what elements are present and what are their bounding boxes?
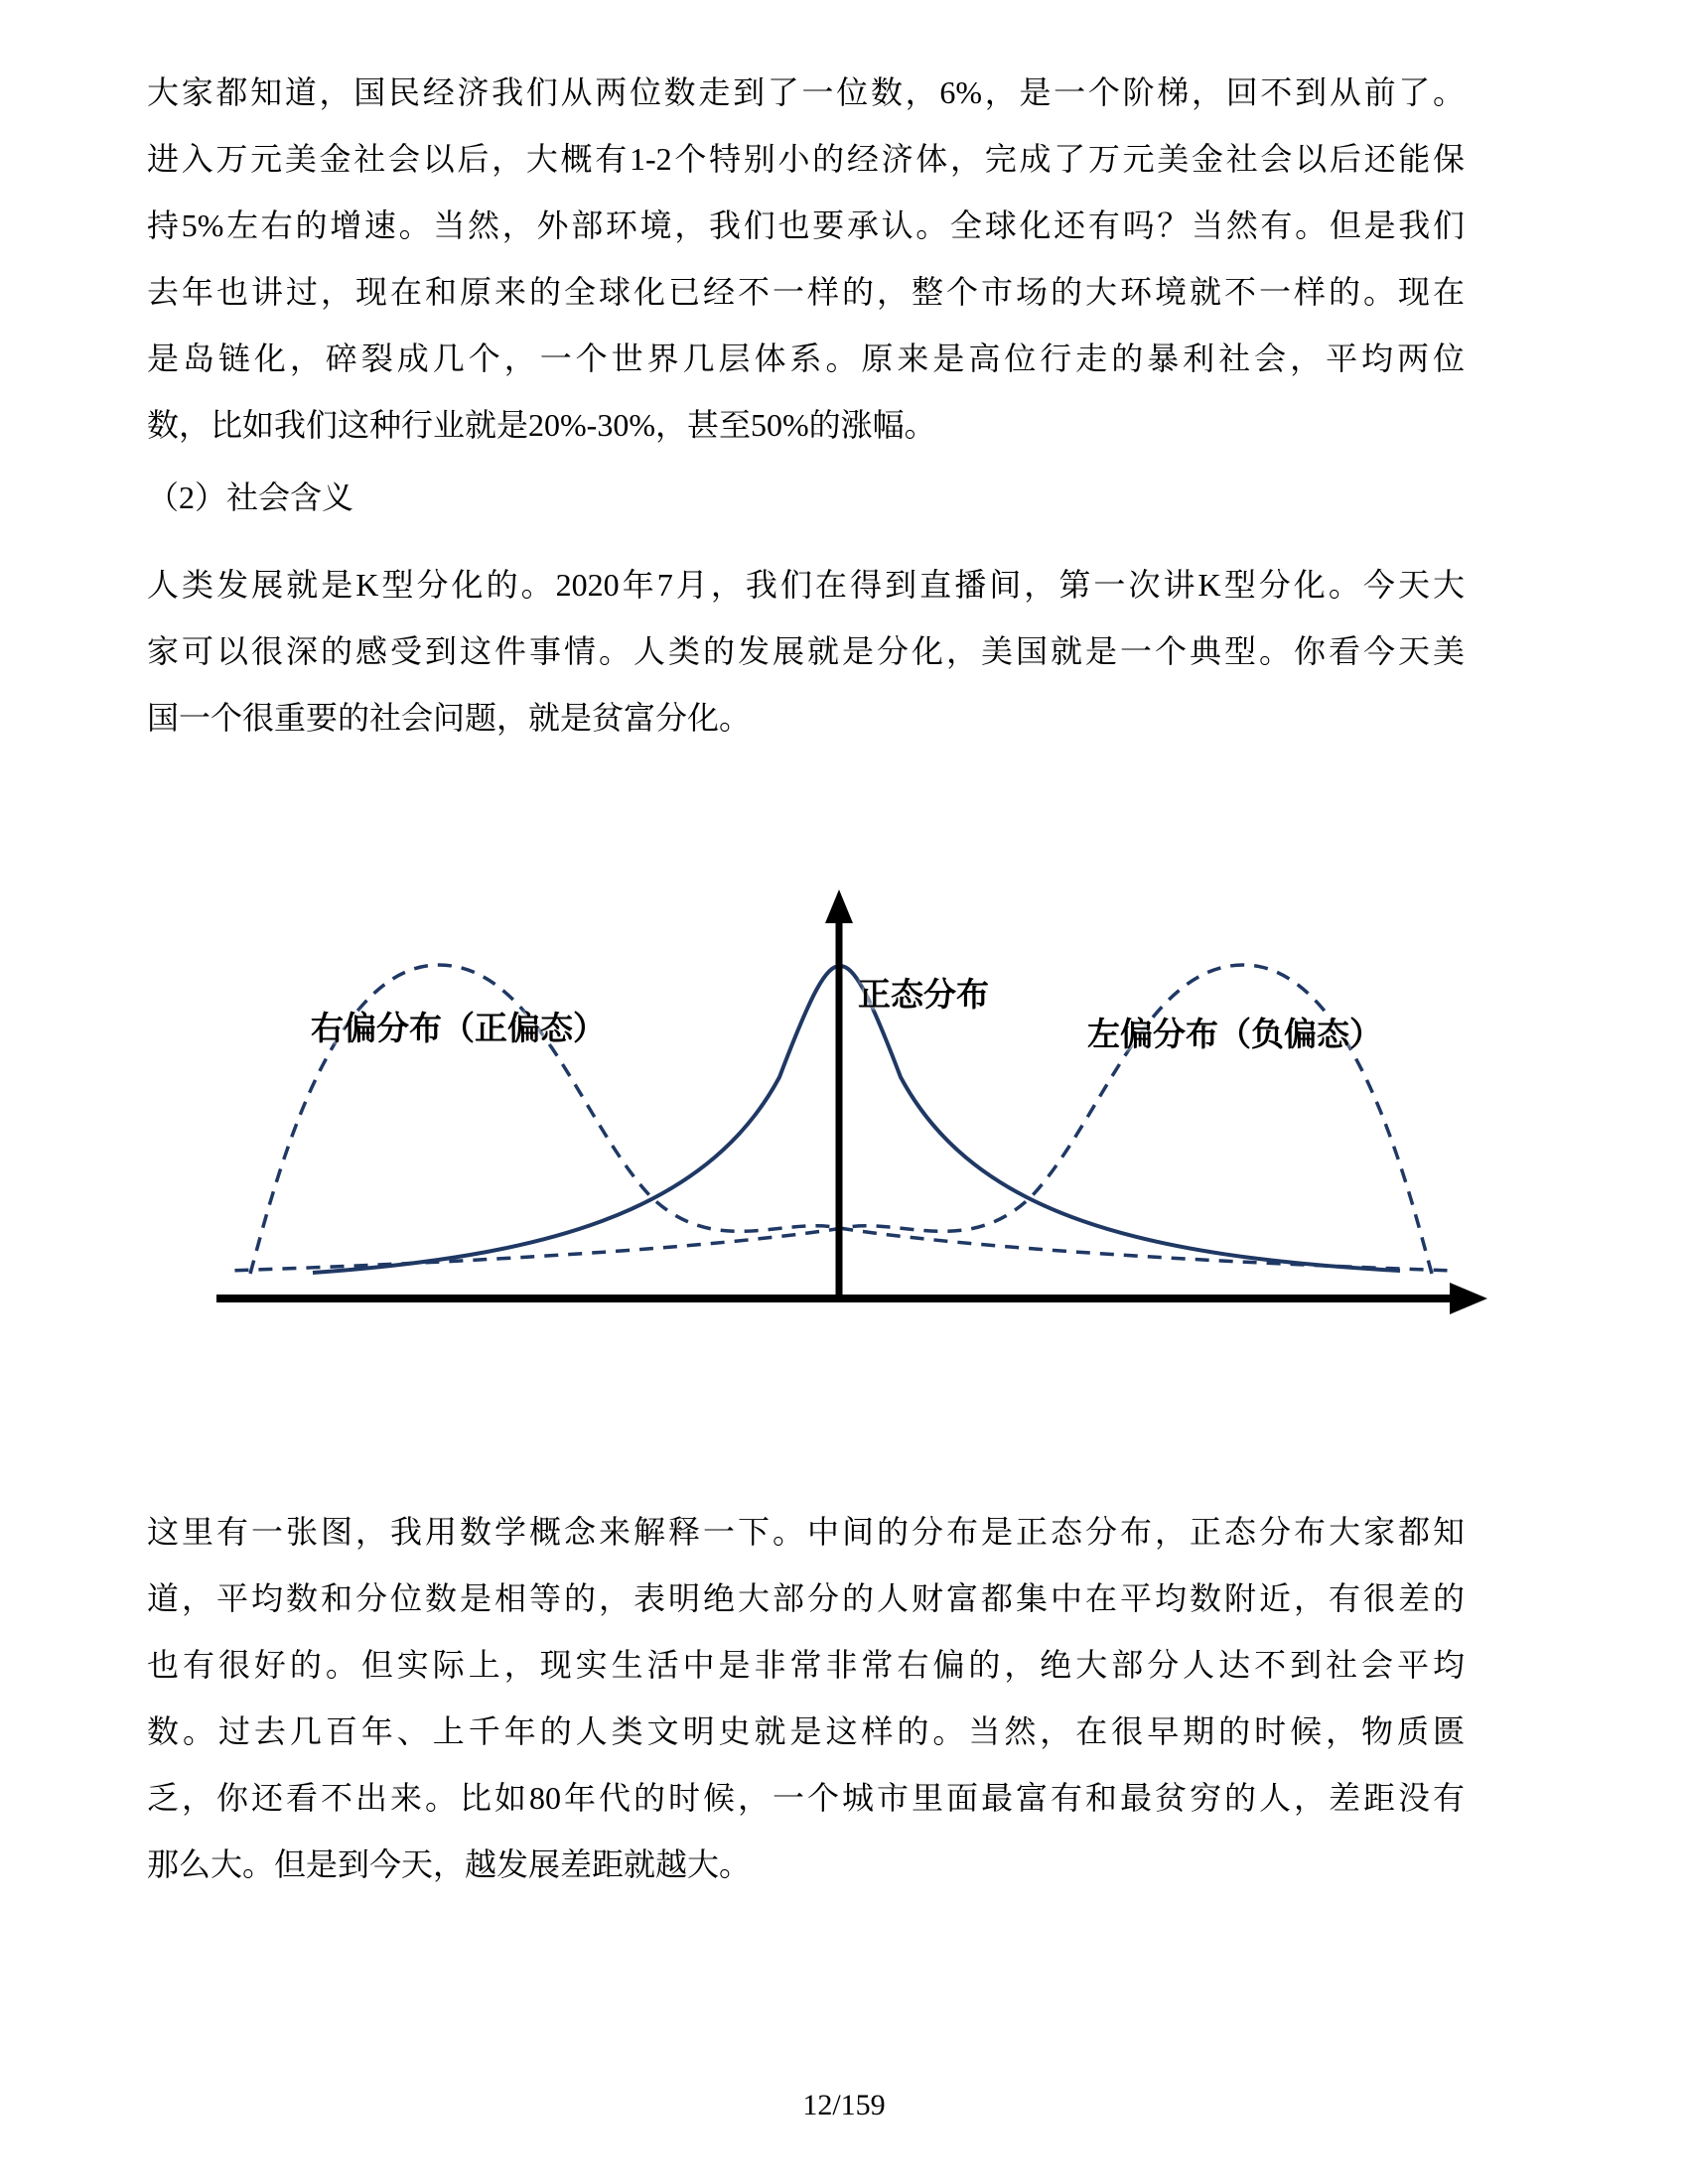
text-line: 那么大。但是到今天，越发展差距就越大。 <box>147 1846 752 1882</box>
normal-distribution-label: 正态分布 <box>858 976 989 1013</box>
right-skewed-label: 右偏分布（正偏态） <box>311 1010 606 1046</box>
text-line: 大家都知道，国民经济我们从两位数走到了一位数，6%，是一个阶梯，回不到从前了。 <box>147 74 1465 110</box>
paragraph-economy <box>147 60 1465 459</box>
text-line: 数。过去几百年、上千年的人类文明史就是这样的。当然，在很早期的时候，物质匮 <box>147 1713 1465 1749</box>
text-line: 国一个很重要的社会问题，就是贫富分化。 <box>147 700 752 736</box>
text-line: 去年也讲过，现在和原来的全球化已经不一样的，整个市场的大环境就不一样的。现在 <box>147 274 1465 310</box>
paragraph-figure-explanation <box>147 1499 1465 1898</box>
distribution-chart <box>179 874 1509 1350</box>
left-skewed-label: 左偏分布（负偏态） <box>1087 1016 1382 1052</box>
x-axis-arrow-icon <box>1450 1283 1487 1314</box>
text-line: 数，比如我们这种行业就是20%-30%，甚至50%的涨幅。 <box>147 407 936 443</box>
page-number: 12/159 <box>802 2089 886 2121</box>
text-line: 也有很好的。但实际上，现实生活中是非常非常右偏的，绝大部分人达不到社会平均 <box>147 1647 1465 1683</box>
text-line: 进入万元美金社会以后，大概有1-2个特别小的经济体，完成了万元美金社会以后还能保 <box>147 141 1465 177</box>
distribution-figure <box>179 874 1509 1350</box>
text-line: 家可以很深的感受到这件事情。人类的发展就是分化，美国就是一个典型。你看今天美 <box>147 633 1465 669</box>
paragraph-k-divergence <box>147 552 1465 751</box>
section-heading: （2）社会含义 <box>147 479 354 515</box>
y-axis-arrow-icon <box>825 889 853 923</box>
text-line: 道，平均数和分位数是相等的，表明绝大部分的人财富都集中在平均数附近，有很差的 <box>147 1580 1465 1616</box>
text-line: 人类发展就是K型分化的。2020年7月，我们在得到直播间，第一次讲K型分化。今天大 <box>147 567 1465 603</box>
text-line: 是岛链化，碎裂成几个，一个世界几层体系。原来是高位行走的暴利社会，平均两位 <box>147 341 1465 376</box>
text-line: 乏，你还看不出来。比如80年代的时候，一个城市里面最富有和最贫穷的人，差距没有 <box>147 1780 1465 1816</box>
text-line: 这里有一张图，我用数学概念来解释一下。中间的分布是正态分布，正态分布大家都知 <box>147 1514 1465 1550</box>
text-line: 持5%左右的增速。当然，外部环境，我们也要承认。全球化还有吗？当然有。但是我们 <box>147 207 1465 243</box>
